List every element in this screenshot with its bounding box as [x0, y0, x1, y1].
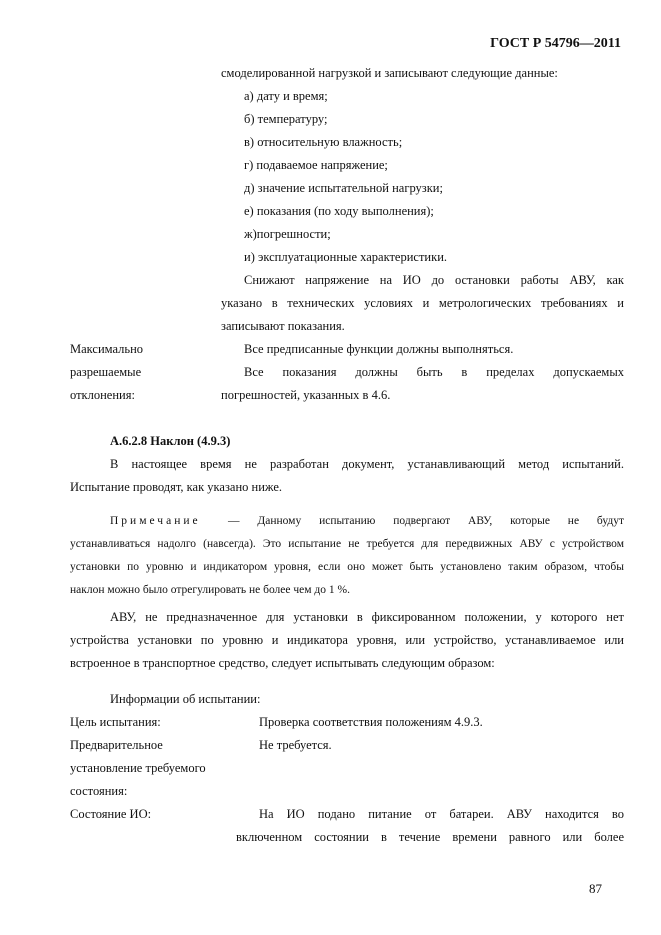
paragraph-line: АВУ, не предназначенное для установки в фиксированном положении, у которого нет — [110, 610, 624, 624]
list-item: е) показания (по ходу выполнения); — [244, 204, 434, 218]
precondition-value: Не требуется. — [259, 738, 332, 752]
state-value: На ИО подано питание от батареи. АВУ находится во — [259, 807, 624, 821]
row-label: Максимально — [70, 342, 144, 356]
paragraph-line: встроенное в транспортное средство, следует испытывать следующим образом: — [70, 656, 495, 670]
paragraph-line: устройства установки по уровню и индикатора уровня, или устройство, устанавливаемое или — [70, 633, 624, 647]
list-item: в) относительную влажность; — [244, 135, 403, 149]
intro-line: смоделированной нагрузкой и записывают следующие данные: — [221, 66, 558, 80]
note-line: — Данному испытанию подвергают АВУ, которые не будут — [228, 515, 624, 527]
row-value: Все предписанные функции должны выполняться. — [244, 342, 514, 356]
list-item: б) температуру; — [244, 112, 328, 126]
precondition-label: состояния: — [70, 784, 128, 798]
row-label: разрешаемые — [70, 365, 142, 379]
row-label: отклонения: — [70, 388, 135, 402]
document-header: ГОСТ Р 54796—2011 — [490, 36, 621, 51]
paragraph-line: В настоящее время не разработан документ, устанавливающий метод испытаний. — [110, 457, 624, 471]
test-info-title: Информации об испытании: — [110, 692, 261, 706]
note-line: наклон можно было отрегулировать не более чем до 1 %. — [70, 584, 350, 596]
note-label: Примечание — [110, 515, 201, 527]
state-value: включенном состоянии в течение времени равного или более — [236, 830, 624, 844]
list-item: г) подаваемое напряжение; — [244, 158, 388, 172]
section-heading: А.6.2.8 Наклон (4.9.3) — [110, 434, 231, 448]
paragraph-line: записывают показания. — [221, 319, 345, 333]
row-value: погрешностей, указанных в 4.6. — [221, 388, 391, 402]
paragraph-line: Снижают напряжение на ИО до остановки работы АВУ, как — [244, 273, 624, 287]
paragraph-line: указано в технических условиях и метрологических требованиях и — [221, 296, 624, 310]
list-item: и) эксплуатационные характеристики. — [244, 250, 448, 264]
purpose-value: Проверка соответствия положениям 4.9.3. — [259, 715, 483, 729]
page-number: 87 — [589, 881, 602, 896]
purpose-label: Цель испытания: — [70, 715, 161, 729]
note-line: устанавливаться надолго (навсегда). Это испытание не требуется для передвижных АВУ с устройством — [70, 538, 624, 550]
list-item: а) дату и время; — [244, 89, 328, 103]
list-item: ж)погрешности; — [244, 227, 331, 241]
note-line: установки по уровню и индикатором уровня, если оно может быть установлено таким образом, чтобы — [70, 561, 624, 573]
precondition-label: установление требуемого — [70, 761, 206, 775]
list-item: д) значение испытательной нагрузки; — [244, 181, 443, 195]
row-value: Все показания должны быть в пределах допускаемых — [244, 365, 624, 379]
paragraph-line: Испытание проводят, как указано ниже. — [70, 480, 283, 494]
state-label: Состояние ИО: — [70, 807, 152, 821]
precondition-label: Предварительное — [70, 738, 163, 752]
